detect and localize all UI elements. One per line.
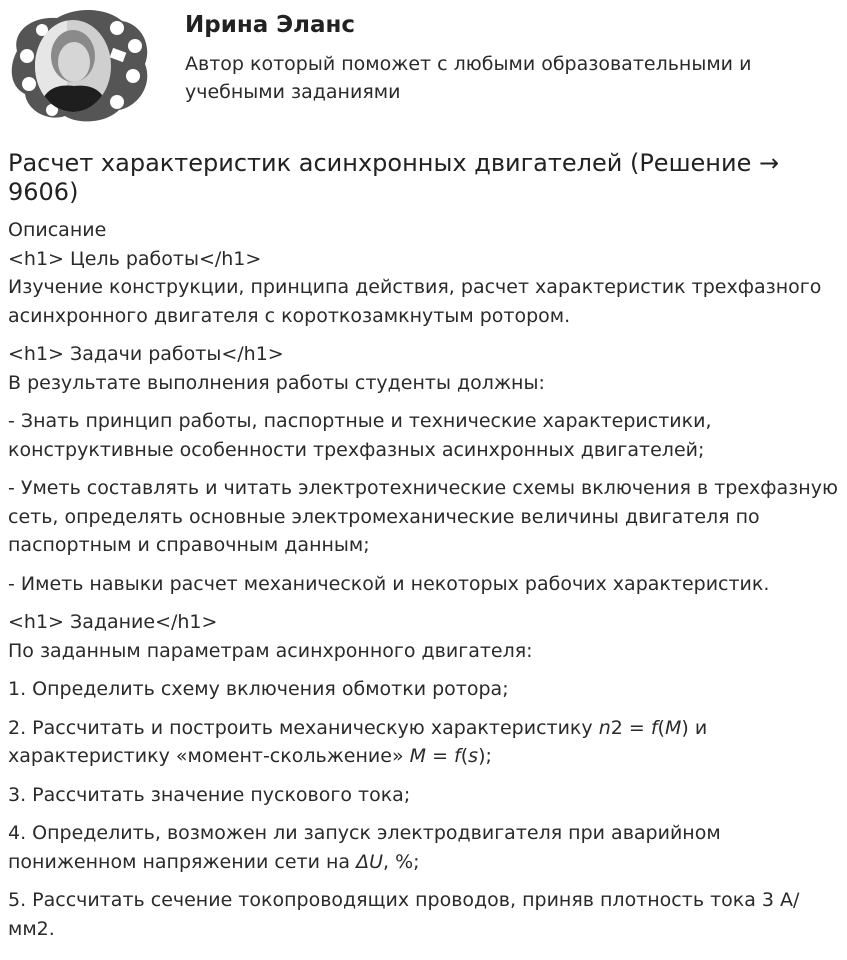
tasks-item-1: - Знать принцип работы, паспортные и технические характеристики, конструктивные особенности трехфазных асинхронных двигателей;: [8, 410, 712, 461]
description-label: Описание: [8, 219, 107, 241]
author-header: [0, 0, 847, 135]
goal-heading: <h1> Цель работы</h1>: [8, 247, 262, 270]
step-1: 1. Определить схему включения обмотки ротора;: [8, 678, 509, 700]
author-avatar[interactable]: [7, 6, 153, 126]
step-3: 3. Рассчитать значение пускового тока;: [8, 783, 411, 806]
tasks-intro: В результате выполнения работы студенты должны:: [8, 371, 545, 394]
step-5: 5. Рассчитать сечение токопроводящих проводов, приняв плотность тока 3 А/мм2.: [8, 889, 800, 940]
tasks-item-2: - Уметь составлять и читать электротехнические схемы включения в трехфазную сеть, определять основные электромеханические величины двигателя по паспортным и справочным данным;: [8, 477, 838, 556]
document-title: Расчет характеристик асинхронных двигателей (Решение → 9606): [8, 149, 780, 206]
assignment-heading: <h1> Задание</h1>: [8, 611, 218, 633]
document-content: [8, 216, 840, 953]
tasks-item-3: - Иметь навыки расчет механической и некоторых рабочих характеристик.: [8, 572, 770, 595]
step-4: 4. Определить, возможен ли запуск электродвигателя при аварийном пониженном напряжении сети на ΔU, %;: [8, 822, 721, 873]
step-2: 2. Рассчитать и построить механическую характеристику n2 = f(M) и характеристику «момент-скольжение» M = f(s);: [8, 716, 708, 767]
author-name[interactable]: Ирина Эланс: [185, 12, 356, 38]
tasks-heading: <h1> Задачи работы</h1>: [8, 343, 284, 365]
goal-text: Изучение конструкции, принципа действия, расчет характеристик трехфазного асинхронного двигателя с короткозамкнутым ротором.: [8, 276, 822, 327]
assignment-intro: По заданным параметрам асинхронного двигателя:: [8, 639, 533, 662]
author-description: Автор который поможет с любыми образовательными и учебными заданиями: [185, 53, 752, 103]
